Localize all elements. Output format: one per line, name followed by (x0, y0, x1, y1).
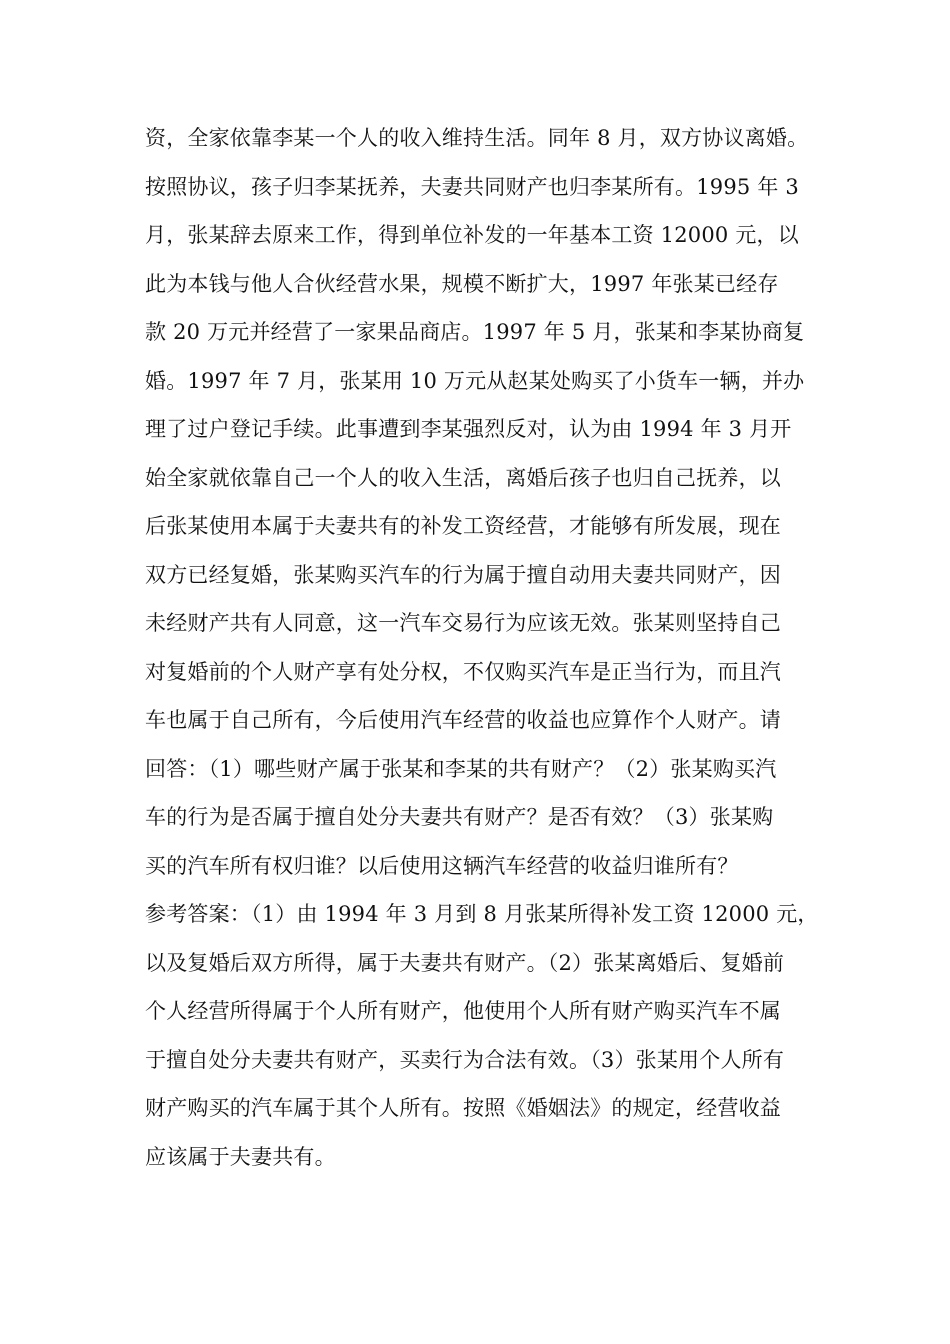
answer-line: 参考答案：（1）由 1994 年 3 月到 8 月张某所得补发工资 12000 元， (145, 902, 819, 926)
text-line: 理了过户登记手续。此事遭到李某强烈反对，认为由 1994 年 3 月开 (145, 417, 792, 441)
text-line: 对复婚前的个人财产享有处分权，不仅购买汽车是正当行为，而且汽 (145, 659, 781, 684)
answer-line: 应该属于夫妻共有。 (145, 1144, 336, 1169)
text-line: 款 20 万元并经营了一家果品商店。1997 年 5 月，张某和李某协商复 (145, 320, 805, 344)
text-line: 车也属于自己所有，今后使用汽车经营的收益也应算作个人财产。请 (145, 708, 781, 732)
text-line: 始全家就依靠自己一个人的收入生活，离婚后孩子也归自己抚养，以 (145, 465, 781, 490)
text-line: 回答：（1）哪些财产属于张某和李某的共有财产？（2）张某购买汽 (145, 756, 777, 781)
text-line: 月，张某辞去原来工作，得到单位补发的一年基本工资 12000 元，以 (145, 223, 799, 247)
document-body (145, 114, 819, 1181)
text-line: 资，全家依靠李某一个人的收入维持生活。同年 8 月，双方协议离婚。 (145, 126, 809, 150)
text-line: 买的汽车所有权归谁？以后使用这辆汽车经营的收益归谁所有？ (145, 853, 739, 878)
text-line: 按照协议，孩子归李某抚养，夫妻共同财产也归李某所有。1995 年 3 (145, 174, 799, 199)
text-line: 未经财产共有人同意，这一汽车交易行为应该无效。张某则坚持自己 (145, 611, 781, 635)
answer-line: 个人经营所得属于个人所有财产，他使用个人所有财产购买汽车不属 (145, 999, 781, 1023)
answer-line: 以及复婚后双方所得，属于夫妻共有财产。（2）张某离婚后、复婚前 (145, 950, 785, 975)
text-line: 双方已经复婚，张某购买汽车的行为属于擅自动用夫妻共同财产，因 (145, 562, 781, 587)
text-line: 婚。1997 年 7 月，张某用 10 万元从赵某处购买了小货车一辆，并办 (145, 368, 805, 393)
text-line: 此为本钱与他人合伙经营水果，规模不断扩大，1997 年张某已经存 (145, 271, 779, 296)
text-line: 后张某使用本属于夫妻共有的补发工资经营，才能够有所发展，现在 (145, 514, 781, 538)
answer-line: 财产购买的汽车属于其个人所有。按照《婚姻法》的规定，经营收益 (145, 1096, 781, 1120)
text-line: 车的行为是否属于擅自处分夫妻共有财产？是否有效？（3）张某购 (145, 805, 774, 829)
answer-line: 于擅自处分夫妻共有财产，买卖行为合法有效。（3）张某用个人所有 (145, 1047, 785, 1072)
